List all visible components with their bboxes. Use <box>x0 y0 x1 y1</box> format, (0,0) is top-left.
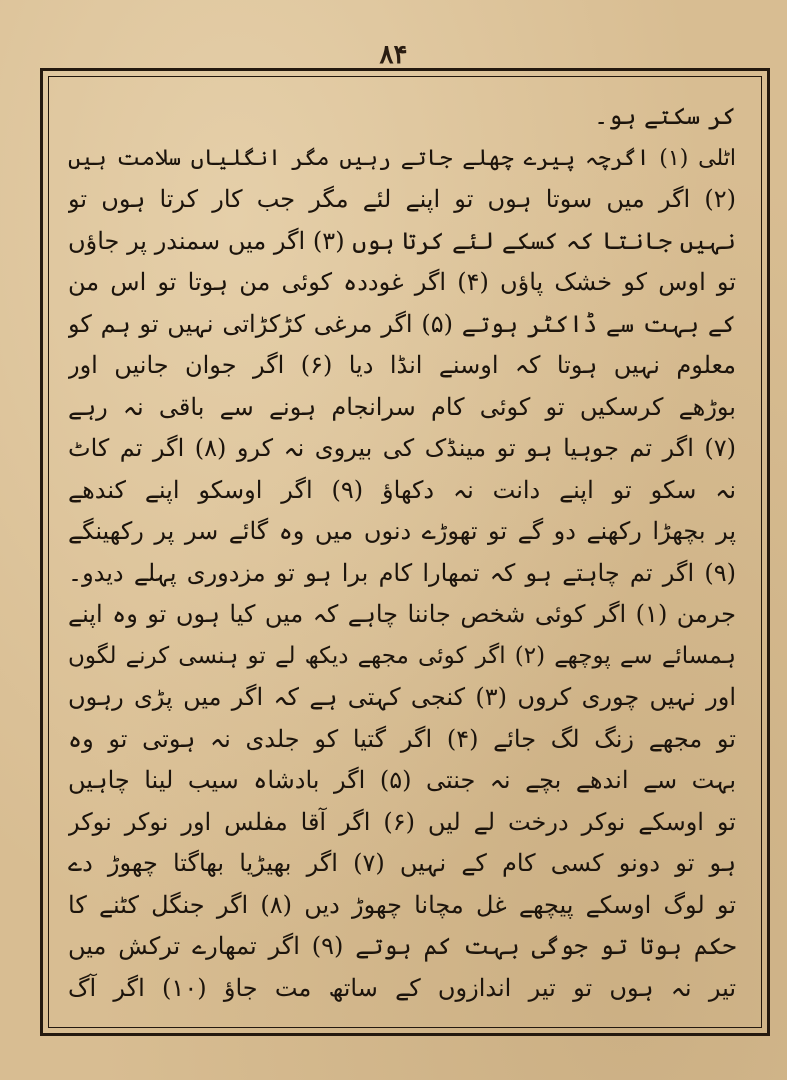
text-line: تو اوسکے نوکر درخت لے لیں (۶) اگر آقا مفلس اور نوکر نوکر <box>68 807 736 836</box>
text-line: کر سکتے ہو۔ <box>594 102 736 130</box>
text-line: تو اوس کو خشک پاؤں (۴) اگر غوددہ کوئی من ہوتا تو اس من <box>68 268 736 296</box>
text-line: (۲) اگر میں سوتا ہوں تو اپنے لئے مگر جب کار کرتا ہوں تو <box>68 185 736 213</box>
page-number: ۸۴ <box>379 40 408 70</box>
text-line: نہیں جانتا کہ کسکے لئے کرتا ہوں (۳) اگر میں سمندر پر جاؤں <box>68 226 736 255</box>
urdu-text-block <box>68 96 736 1026</box>
text-line: حکم ہوتا تو جوگی بہت کم ہوتے (۹) اگر تمھارے ترکش میں <box>68 932 736 960</box>
text-line: معلوم نہیں ہوتا کہ اوسنے انڈا دیا (۶) اگر جوان جانیں اور <box>68 351 736 379</box>
text-line: اٹلی (۱) اگرچہ پیرے چھلے جاتے رہیں مگر انگلیاں سلامت ہیں <box>68 145 736 171</box>
text-line: بوڑھے کرسکیں تو کوئی کام سرانجام ہونے سے باقی نہ رہے <box>68 392 736 421</box>
text-line: جرمن (۱) اگر کوئی شخص جاننا چاہے کہ میں کیا ہوں تو وہ اپنے <box>68 600 736 628</box>
text-line: پر بچھڑا رکھنے دو گے تو تھوڑے دنوں میں وہ گائے سر پر رکھینگے <box>68 517 736 545</box>
text-line: نہ سکو تو اپنے دانت نہ دکھاؤ (۹) اگر اوسکو اپنے کندھے <box>68 475 736 504</box>
text-line: تیر نہ ہوں تو تیر اندازوں کے ساتھ مت جاؤ (۱۰) اگر آگ <box>68 973 736 1002</box>
text-line: بہت سے اندھے بچے نہ جنتی (۵) اگر بادشاہ سیب لینا چاہیں <box>68 766 736 794</box>
text-line: کے بہت سے ڈاکٹر ہوتے (۵) اگر مرغی کڑکڑاتی نہیں تو ہم کو <box>68 309 736 338</box>
text-line: تو مجھے زنگ لگ جائے (۴) اگر گتیا کو جلدی نہ ہوتی تو وہ <box>68 724 736 753</box>
text-line: (۷) اگر تم جوہیا ہو تو مینڈک کی بیروی نہ کرو (۸) اگر تم کاٹ <box>68 434 736 462</box>
text-line: ہو تو دونو کسی کام کے نہیں (۷) اگر بھیڑیا بھاگتا چھوڑ دے <box>68 849 736 877</box>
text-line: تو لوگ اوسکے پیچھے غل مچانا چھوڑ دیں (۸) اگر جنگل کٹنے کا <box>68 890 736 919</box>
text-line: (۹) اگر تم چاہتے ہو کہ تمھارا کام برا ہو تو مزدوری پہلے دیدو۔ <box>68 558 736 587</box>
text-line: ہمسائے سے پوچھے (۲) اگر کوئی مجھے دیکھ لے تو ہنسی کرنے لگوں <box>68 642 736 669</box>
text-line: اور نہیں چوری کروں (۳) کنجی کہتی ہے کہ اگر میں پڑی رہوں <box>68 683 736 711</box>
